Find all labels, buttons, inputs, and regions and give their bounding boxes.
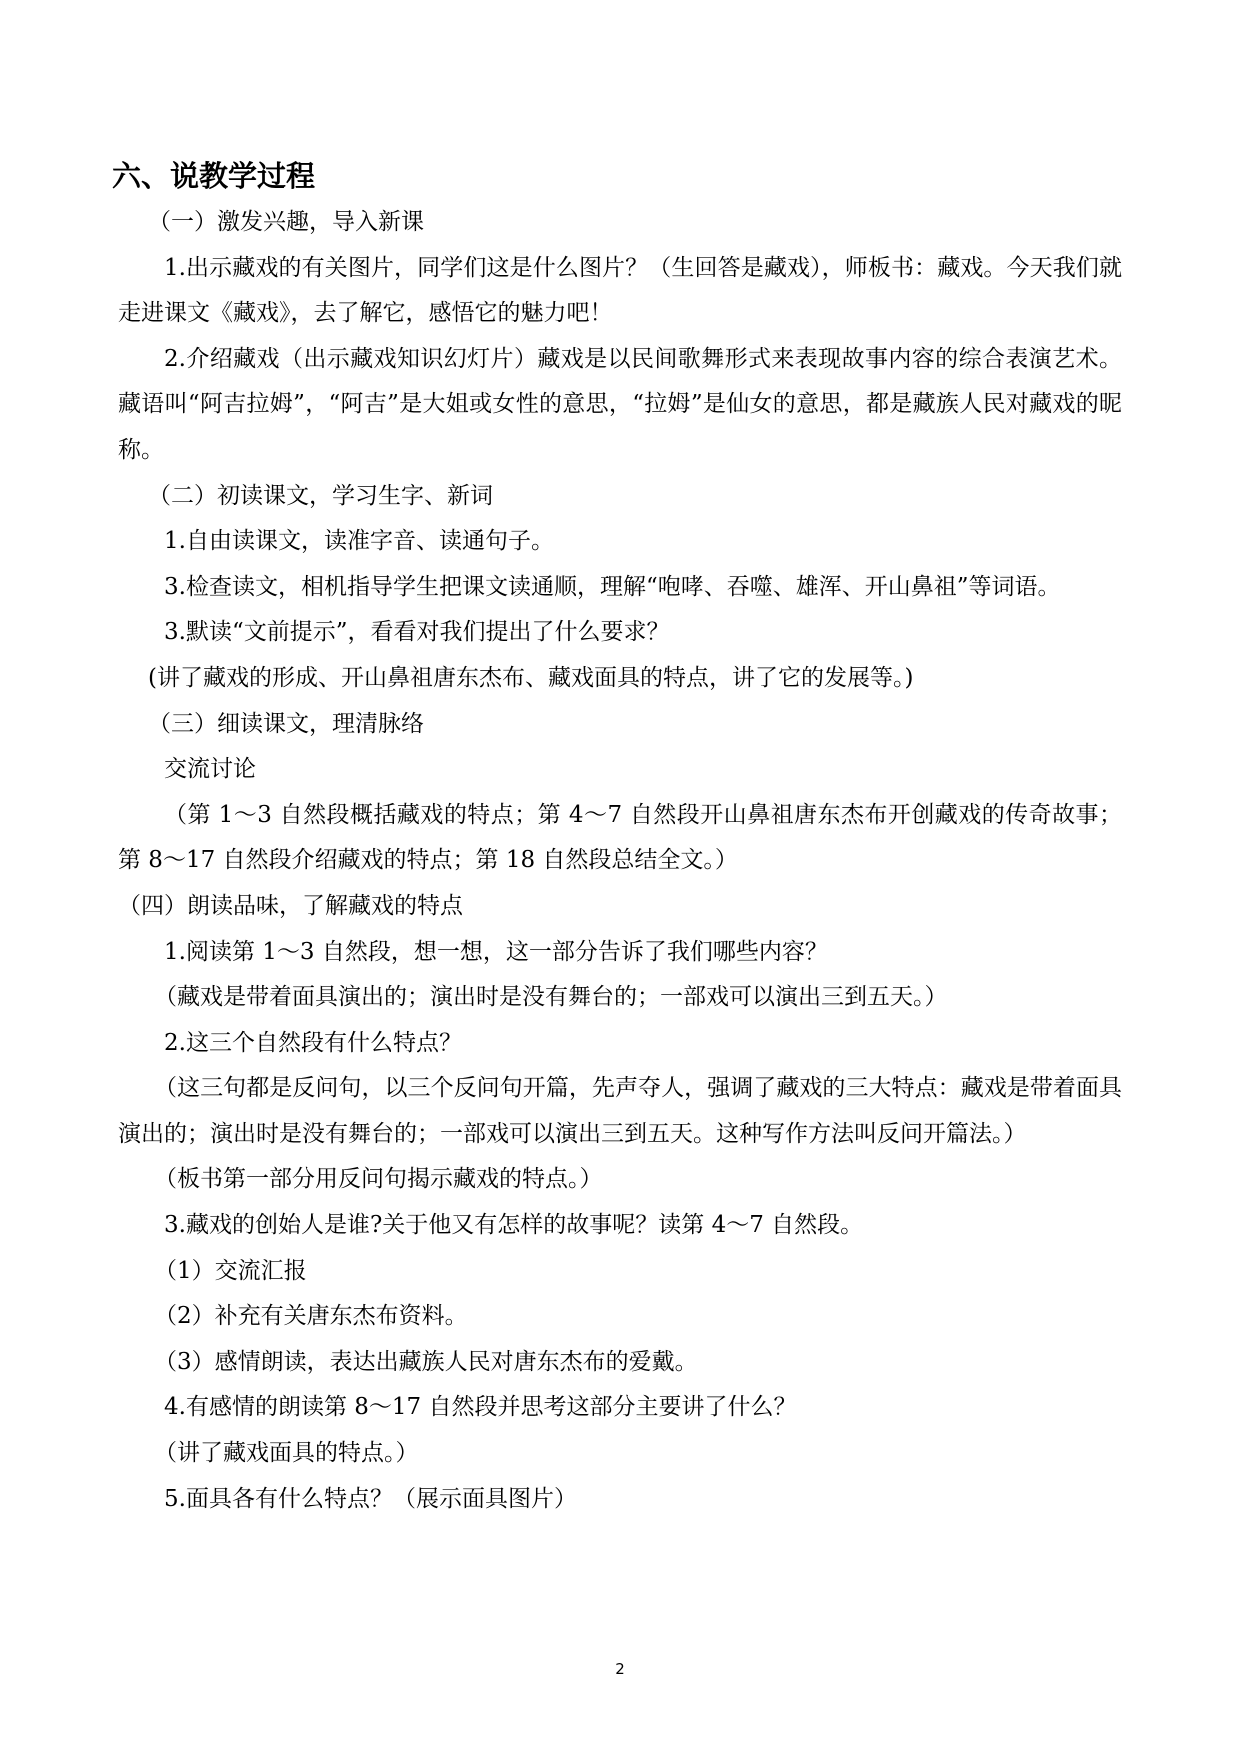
paragraph: 3.默读“文前提示”，看看对我们提出了什么要求？ (164, 619, 670, 646)
paragraph: 1.自由读课文，读准字音、读通句子。 (164, 528, 554, 555)
paragraph: （二）初读课文，学习生字、新词 (148, 482, 493, 509)
paragraph: （三）细读课文，理清脉络 (148, 710, 424, 737)
paragraph: （讲了藏戏面具的特点。） (154, 1440, 419, 1467)
section-heading: 六、说教学过程 (112, 159, 316, 193)
paragraph: （第 1～3 自然段概括藏戏的特点；第 4～7 自然段开山鼻祖唐东杰布开创藏戏的传奇故事；第 8～17 自然段介绍藏戏的特点；第 18 自然段总结全文。） (118, 801, 1122, 874)
paragraph: 2.这三个自然段有什么特点？ (164, 1029, 462, 1056)
paragraph: （3）感情朗读，表达出藏族人民对唐东杰布的爱戴。 (154, 1348, 698, 1375)
body-text (118, 200, 1122, 1522)
paragraph: （四）朗读品味，了解藏戏的特点 (118, 892, 463, 919)
page-number: 2 (615, 1660, 625, 1678)
paragraph: （板书第一部分用反问句揭示藏戏的特点。） (154, 1166, 603, 1193)
paragraph: 1.阅读第 1～3 自然段，想一想，这一部分告诉了我们哪些内容？ (164, 938, 828, 965)
paragraph: （藏戏是带着面具演出的；演出时是没有舞台的；一部戏可以演出三到五天。） (154, 984, 948, 1011)
paragraph: 3.检查读文，相机指导学生把课文读通顺，理解“咆哮、吞噬、雄浑、开山鼻祖”等词语。 (164, 573, 1061, 600)
paragraph: （1）交流汇报 (154, 1257, 307, 1284)
paragraph: 2.介绍藏戏（出示藏戏知识幻灯片）藏戏是以民间歌舞形式来表现故事内容的综合表演艺术。藏语叫“阿吉拉姆”，“阿吉”是大姐或女性的意思，“拉姆”是仙女的意思，都是藏族人民对藏戏的昵称。 (118, 345, 1122, 463)
paragraph: 交流讨论 (164, 756, 256, 783)
paragraph: （这三句都是反问句，以三个反问句开篇，先声夺人，强调了藏戏的三大特点：藏戏是带着面具演出的；演出时是没有舞台的；一部戏可以演出三到五天。这种写作方法叫反问开篇法。） (118, 1075, 1122, 1147)
paragraph: 4.有感情的朗读第 8～17 自然段并思考这部分主要讲了什么？ (164, 1394, 797, 1421)
paragraph: 3.藏戏的创始人是谁?关于他又有怎样的故事呢？读第 4～7 自然段。 (164, 1212, 864, 1239)
paragraph: (讲了藏戏的形成、开山鼻祖唐东杰布、藏戏面具的特点，讲了它的发展等。) (148, 664, 914, 691)
paragraph: （2）补充有关唐东杰布资料。 (154, 1303, 468, 1330)
paragraph: 5.面具各有什么特点？（展示面具图片） (164, 1485, 577, 1512)
paragraph: 1.出示藏戏的有关图片，同学们这是什么图片？（生回答是藏戏），师板书：藏戏。今天我们就走进课文《藏戏》，去了解它，感悟它的魅力吧！ (118, 254, 1122, 327)
paragraph: （一）激发兴趣，导入新课 (148, 209, 424, 235)
